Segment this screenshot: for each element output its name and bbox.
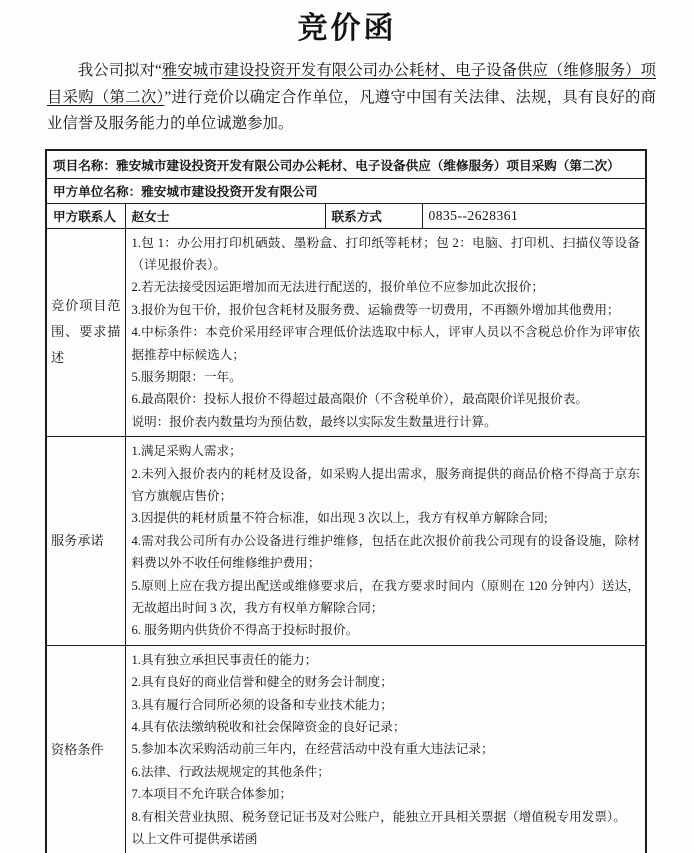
clause-line: 6.最高限价：投标人报价不得超过最高限价（不含税单价），最高限价详见报价表。 [131,392,589,407]
clause-line: 1.包 1：办公用打印机硒鼓、墨粉盒、打印纸等耗材；包 2：电脑、打印机、扫描仪等设备（详见报价表）。 [131,235,641,272]
clause-line: 6. 服务期内供货价不得高于投标时报价。 [131,623,359,638]
scope-section-label: 竞价项目范围、要求描述 [46,228,125,437]
clause-line: 4.具有依法缴纳税收和社会保障资金的良好记录； [131,720,406,735]
clause-line: 以上文件可提供承诺函 [131,832,258,847]
contact-row [46,203,646,228]
party-a-cell: 甲方单位名称：雅安城市建设投资开发有限公司 [46,178,646,203]
party-a-row [46,178,646,203]
contact-label-cell: 甲方联系人 [46,203,125,228]
underlined-project-name: 雅安城市建设投资开发有限公司办公耗材、电子设备供应（维修服务）项目采购（第二次） [47,62,656,106]
document-title: 竞价函 [297,12,397,45]
intro-paragraph [47,58,656,138]
intro-suffix: ”进行竞价以确定合作单位，凡遵守中国有关法律、法规，具有良好的商业信誉及服务能力的单位诚邀参加。 [47,88,656,132]
clause-line: 3.报价为包干价，报价包含耗材及服务费、运输费等一切费用，不再额外增加其他费用； [131,302,620,317]
clause-line: 4.需对我公司所有办公设备进行维护维修，包括在此次报价前我公司现有的设备设施，除材料费以外不收任何维修维护费用； [131,533,641,571]
bid-info-table [45,149,647,853]
clause-line: 1.具有独立承担民事责任的能力； [131,652,318,667]
clause-line: 5.原则上应在我方提出配送或维修要求后，在我方要求时间内（原则在 120 分钟内）送达，无故超出时间 3 次，我方有权单方解除合同； [131,578,641,615]
qualification-label: 资格条件 [46,645,125,853]
clause-line: 6.法律、行政法规规定的其他条件； [131,764,330,779]
scope-section-row [46,228,646,437]
qualification-section-row [46,645,646,853]
clause-line: 1.满足采购人需求； [131,444,242,459]
clause-line: 2.若无法接受因运距增加而无法进行配送的，报价单位不应参加此次报价； [131,280,544,295]
project-name-row [46,150,646,179]
service-promise-content [125,437,646,646]
clause-line: 8.有相关营业执照、税务登记证书及对公账户，能独立开具相关票据（增值税专用发票）。 [131,809,626,824]
phone-label-cell: 联系方式 [325,203,422,228]
clause-line: 7.本项目不允许联合体参加； [131,787,293,802]
clause-line: 2.具有良好的商业信誉和健全的财务会计制度； [131,675,393,690]
service-promise-label: 服务承诺 [46,437,125,646]
contact-name-cell: 赵女士 [125,203,325,228]
clause-line: 3.因提供的耗材质量不符合标准，如出现 3 次以上，我方有权单方解除合同; [131,511,548,526]
phone-number-cell: 0835--2628361 [422,203,646,228]
clause-line: 3.具有履行合同所必须的设备和专业技术能力； [131,697,393,712]
service-promise-section-row [46,437,646,646]
qualification-content [125,645,646,853]
clause-line: 2.未列入报价表内的耗材及设备，如采购人提出需求，服务商提供的商品价格不得高于京东官方旗舰店售价； [131,466,641,503]
clause-line: 说明：报价表内数量均为预估数，最终以实际发生数量进行计算。 [131,414,497,429]
clause-line: 5.服务期限：一年。 [131,369,242,384]
clause-line: 5.参加本次采购活动前三年内，在经营活动中没有重大违法记录； [131,742,494,757]
scope-section-content [125,228,646,437]
intro-prefix: 我公司拟对“ [77,62,162,79]
clause-line: 4.中标条件：本竞价采用经评审合理低价法选取中标人，评审人员以不含税总价作为评审依据推荐中标候选人； [131,325,641,362]
project-name-cell: 项目名称：雅安城市建设投资开发有限公司办公耗材、电子设备供应（维修服务）项目采购（第二次） [46,150,646,179]
